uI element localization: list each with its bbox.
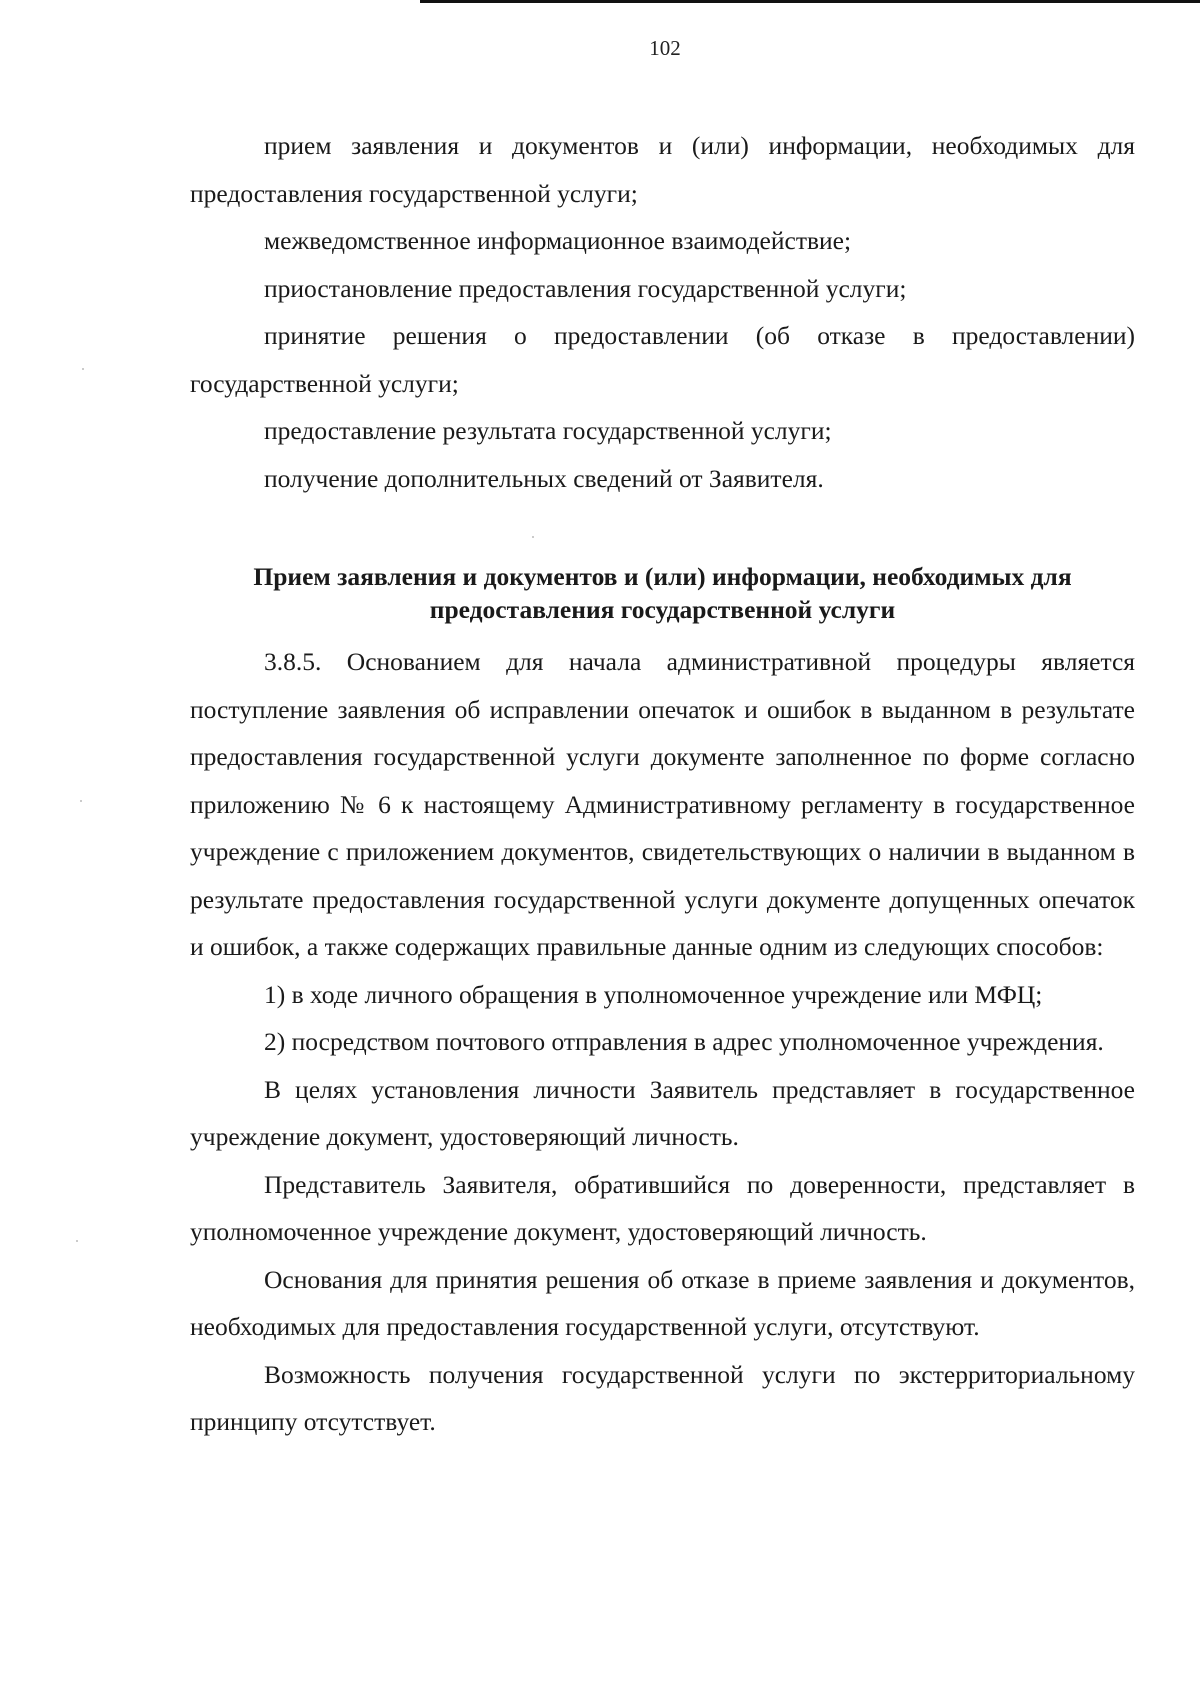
paragraph: 1) в ходе личного обращения в уполномоченное учреждение или МФЦ; [264,979,1043,1009]
list-item: принятие решения о предоставлении (об отказе в предоставлении) государственной услуги; [190,321,1135,398]
paragraph: Представитель Заявителя, обратившийся по доверенности, представляет в уполномоченное учреждение документ, удостоверяющий личность. [190,1169,1135,1246]
procedure-list [190,122,1135,502]
section-heading [190,560,1135,626]
top-border-line [420,0,1200,3]
paragraph: В целях установления личности Заявитель представляет в государственное учреждение документ, удостоверяющий личность. [190,1074,1135,1151]
scan-artifact [80,800,82,802]
paragraph: 2) посредством почтового отправления в адрес уполномоченное учреждения. [264,1027,1104,1056]
paragraph: Основания для принятия решения об отказе в приеме заявления и документов, необходимых для предоставления государственной услуги, отсутствуют. [190,1264,1135,1341]
list-item: прием заявления и документов и (или) информации, необходимых для предоставления государственной услуги; [190,131,1135,208]
list-item: межведомственное информационное взаимодействие; [264,226,852,255]
list-item: получение дополнительных сведений от Заявителя. [264,463,824,493]
section-heading-line1: Прием заявления и документов и (или) информации, необходимых для [253,562,1072,591]
paragraph: Возможность получения государственной услуги по экстерриториальному принципу отсутствует. [190,1359,1135,1436]
scan-artifact [82,368,84,370]
page-number: 102 [649,36,681,60]
paragraph: 3.8.5. Основанием для начала административной процедуры является поступление заявления об исправлении опечаток и ошибок в выданном в результате предоставления государственной услуги документе заполненное по форме согласно приложению № 6 к настоящему Административному регламенту в государственное учреждение с приложением документов, свидетельствующих о наличии в выданном в результате предоставления государственной услуги документе допущенных опечаток и ошибок, а также содержащих правильные данные одним из следующих способов: [190,647,1135,961]
section-reception [190,544,1135,1446]
scan-artifact [76,1240,78,1242]
list-item: приостановление предоставления государственной услуги; [264,273,907,303]
list-item: предоставление результата государственной услуги; [264,416,832,445]
scan-artifact [532,536,534,538]
section-heading-line2: предоставления государственной услуги [429,595,896,624]
